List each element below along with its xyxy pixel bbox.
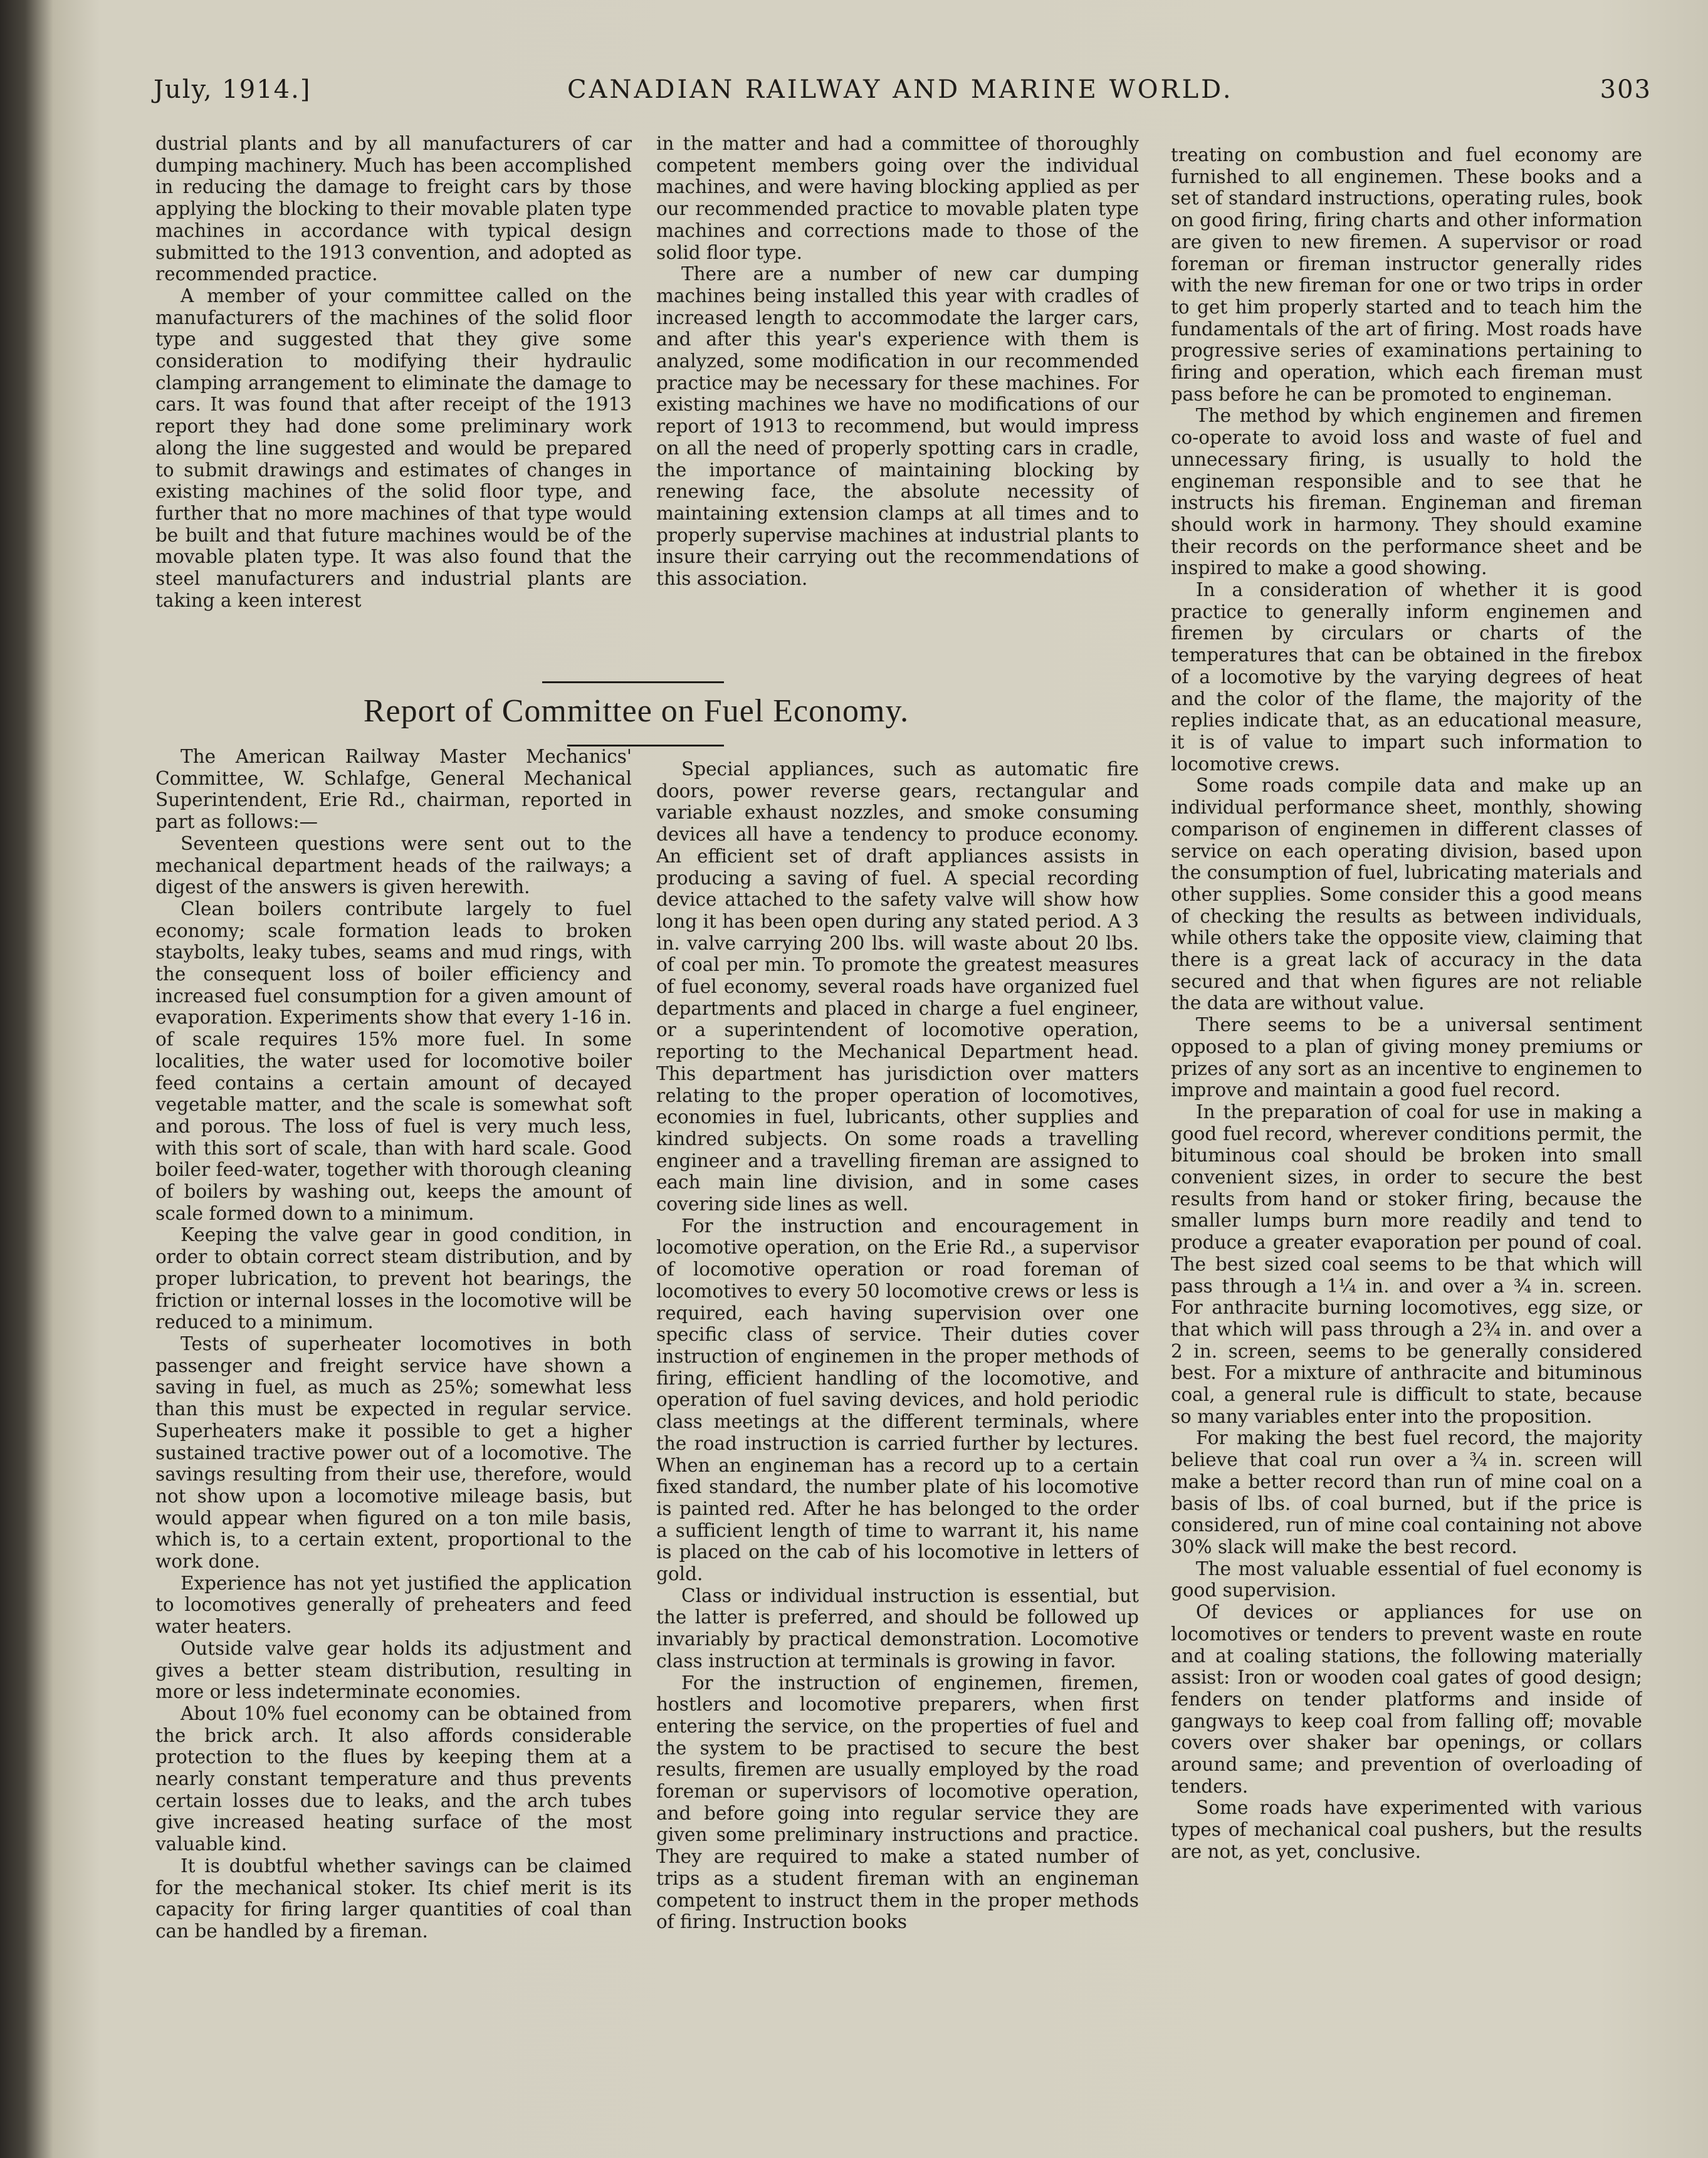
paragraph: For the instruction and encouragement in locomotive operation, on the Erie Rd., a supervisor of locomotive operation or road foreman of locomotives to every 50 locomotive crews or less is required, each having supervision over one specific class of service. Their duties cover instruction of enginemen in the proper methods of firing, efficient handling of the locomotive, and operation of fuel saving devices, and hold periodic class meetings at the different terminals, where the road instruction is carried further by lectures. When an engineman has a record up to a certain fixed standard, the number plate of his locomotive is painted red. After he has belonged to the order a sufficient length of time to warrant it, his name is placed on the cab of his locomotive in letters of gold. (656, 1215, 1139, 1585)
paragraph: It is doubtful whether savings can be claimed for the mechanical stoker. Its chief merit is its capacity for firing larger quantities of coal than can be handled by a fireman. (155, 1855, 632, 1942)
paragraph: A member of your committee called on the manufacturers of the machines of the solid floor type and suggested that they give some consideration to modifying their hydraulic clamping arrangement to eliminate the damage to cars. It was found that after receipt of the 1913 report they had done some preliminary work along the line suggested and would be prepared to submit drawings and estimates of changes in existing machines of the solid floor type, and further that no more machines of that type would be built and that future machines would be of the movable platen type. It was also found that the steel manufacturers and industrial plants are taking a keen interest (155, 285, 632, 611)
paragraph: Keeping the valve gear in good condition, in order to obtain correct steam distribution, and by proper lubrication, to prevent hot bearings, the friction or internal losses in the locomotive will be reduced to a minimum. (155, 1224, 632, 1333)
bottom-column-2 (656, 758, 1139, 2100)
paragraph: Some roads have experimented with various types of mechanical coal pushers, but the results are not, as yet, conclusive. (1171, 1797, 1642, 1862)
paragraph: Outside valve gear holds its adjustment and gives a better steam distribution, resulting in more or less indeterminate economies. (155, 1637, 632, 1703)
paragraph: There are a number of new car dumping machines being installed this year with cradles of increased length to accommodate the larger cars, and after this year's experience with them is analyzed, some modification in our recommended practice may be necessary for these machines. For existing machines we have no modifications of our report of 1913 to recommend, but would impress on all the need of properly spotting cars in cradle, the importance of maintaining blocking by renewing face, the absolute necessity of maintaining extension clamps at all times and to properly supervise machines at industrial plants to insure their carrying out the recommendations of this association. (656, 263, 1139, 590)
paragraph: Tests of superheater locomotives in both passenger and freight service have shown a saving in fuel, as much as 25%; somewhat less than this must be expected in regular service. Superheaters make it possible to get a higher sustained tractive power out of a locomotive. The savings resulting from their use, therefore, would not show upon a locomotive mileage basis, but would appear when figured on a ton mile basis, which is, to a certain extent, proportional to the work done. (155, 1333, 632, 1573)
paragraph: In a consideration of whether it is good practice to generally inform enginemen and firemen by circulars or charts of the temperatures that can be obtained in the firebox of a locomotive by the varying degrees of heat and the color of the flame, the majority of the replies indicate that, as an educational measure, it is of value to impart such information to locomotive crews. (1171, 579, 1642, 775)
paragraph: in the matter and had a committee of thoroughly competent members going over the individual machines, and were having blocking applied as per our recommended practice to movable platen type machines and corrections made to those of the solid floor type. (656, 133, 1139, 263)
journal-title: CANADIAN RAILWAY AND MARINE WORLD. (567, 75, 1234, 104)
paragraph: treating on combustion and fuel economy are furnished to all enginemen. These books and a set of standard instructions, operating rules, book on good firing, firing charts and other information are given to new firemen. A supervisor or road foreman or fireman instructor generally rides with the new fireman for one or two trips in order to get him properly started and to teach him the fundamentals of the art of firing. Most roads have progressive series of examinations pertaining to firing and operation, which each fireman must pass before he can be promoted to engineman. (1171, 144, 1642, 405)
issue-date: July, 1914.] (154, 75, 312, 104)
page-header (154, 75, 1652, 125)
bottom-column-1 (155, 746, 632, 2100)
top-column-2 (656, 133, 1139, 678)
top-column-1 (155, 133, 632, 678)
paragraph: Experience has not yet justified the application to locomotives generally of preheaters and feed water heaters. (155, 1572, 632, 1638)
paragraph: For making the best fuel record, the majority believe that coal run over a ¾ in. screen will make a better record than run of mine coal on a basis of lbs. of coal burned, but if the price is considered, run of mine coal containing not above 30% slack will make the best record. (1171, 1427, 1642, 1558)
paragraph: Seventeen questions were sent out to the mechanical department heads of the railways; a digest of the answers is given herewith. (155, 832, 632, 898)
right-column (1171, 144, 1642, 2100)
page-number: 303 (1600, 75, 1652, 104)
paragraph: dustrial plants and by all manufacturers of car dumping machinery. Much has been accomplished in reducing the damage to freight cars by those applying the blocking to their movable platen type machines in accordance with typical design submitted to the 1913 convention, and adopted as recommended practice. (155, 133, 632, 285)
paragraph: Special appliances, such as automatic fire doors, power reverse gears, rectangular and variable exhaust nozzles, and smoke consuming devices all have a tendency to produce economy. An efficient set of draft appliances assists in producing a saving of fuel. A special recording device attached to the safety valve will show how long it has been open during any stated period. A 3 in. valve carrying 200 lbs. will waste about 20 lbs. of coal per min. To promote the greatest measures of fuel economy, several roads have organized fuel departments and placed in charge a fuel engineer, or a superintendent of locomotive operation, reporting to the Mechanical Department head. This department has jurisdiction over matters relating to the proper operation of locomotives, economies in fuel, lubricants, other supplies and kindred subjects. On some roads a travelling engineer and a travelling fireman are assigned to each main line division, and in some cases covering side lines as well. (656, 758, 1139, 1215)
paragraph: Some roads compile data and make up an individual performance sheet, monthly, showing comparison of enginemen in different classes of service on each operating division, based upon the consumption of fuel, lubricating materials and other supplies. Some consider this a good means of checking the results as between individuals, while others take the opposite view, claiming that there is a great lack of accuracy in the data secured and that when figures are not reliable the data are without value. (1171, 775, 1642, 1014)
paragraph: Clean boilers contribute largely to fuel economy; scale formation leads to broken staybolts, leaky tubes, seams and mud rings, with the consequent loss of boiler efficiency and increased fuel consumption for a given amount of evaporation. Experiments show that every 1-16 in. of scale requires 15% more fuel. In some localities, the water used for locomotive boiler feed contains a certain amount of decayed vegetable matter, and the scale is somewhat soft and porous. The loss of fuel is very much less, with this sort of scale, than with hard scale. Good boiler feed-water, together with thorough cleaning of boilers by washing out, keeps the amount of scale formed down to a minimum. (155, 898, 632, 1224)
paragraph: There seems to be a universal sentiment opposed to a plan of giving money premiums or prizes of any sort as an incentive to enginemen to improve and maintain a good fuel record. (1171, 1014, 1642, 1101)
paragraph: In the preparation of coal for use in making a good fuel record, wherever conditions permit, the bituminous coal should be broken into small convenient sizes, in order to secure the best results from hand or stoker firing, because the smaller lumps burn more readily and tend to produce a greater evaporation per pound of coal. The best sized coal seems to be that which will pass through a 1¼ in. and over a ¾ in. screen. For anthracite burning locomotives, egg size, or that which will pass through a 2¾ in. and over a 2 in. screen, seems to be generally considered best. For a mixture of anthracite and bituminous coal, a general rule is difficult to state, because so many variables enter into the proposition. (1171, 1101, 1642, 1427)
paragraph: About 10% fuel economy can be obtained from the brick arch. It also affords considerable protection to the flues by keeping them at a nearly constant temperature and thus prevents certain losses due to leaks, and the arch tubes give increased heating surface of the most valuable kind. (155, 1702, 632, 1855)
article-title: Report of Committee on Fuel Economy. (363, 693, 909, 729)
paragraph: Class or individual instruction is essential, but the latter is preferred, and should be followed up invariably by practical demonstration. Locomotive class instruction at terminals is growing in favor. (656, 1584, 1139, 1672)
paragraph: The American Railway Master Mechanics' Committee, W. Schlafge, General Mechanical Superintendent, Erie Rd., chairman, reported in part as follows:— (155, 746, 632, 833)
paragraph: The most valuable essential of fuel economy is good supervision. (1171, 1558, 1642, 1601)
paragraph: Of devices or appliances for use on locomotives or tenders to prevent waste en route and at coaling stations, the following materially assist: Iron or wooden coal gates of good design; fenders on tender platforms and inside of gangways to keep coal from falling off; movable covers over shaker bar openings, or collars around same; and prevention of overloading of tenders. (1171, 1601, 1642, 1797)
paragraph: For the instruction of enginemen, firemen, hostlers and locomotive preparers, when first entering the service, on the properties of fuel and the system to be practised to secure the best results, firemen are usually employed by the road foreman or supervisors of locomotive operation, and before going into regular service they are given some preliminary instructions and practice. They are required to make a stated number of trips as a student fireman with an engineman competent to instruct them in the proper methods of firing. Instruction books (656, 1672, 1139, 1933)
title-rule-top (542, 681, 724, 683)
paragraph: The method by which enginemen and firemen co-operate to avoid loss and waste of fuel and unnecessary firing, is usually to hold the engineman responsible and to see that he instructs his fireman. Engineman and fireman should work in harmony. They should examine their records on the performance sheet and be inspired to make a good showing. (1171, 405, 1642, 579)
